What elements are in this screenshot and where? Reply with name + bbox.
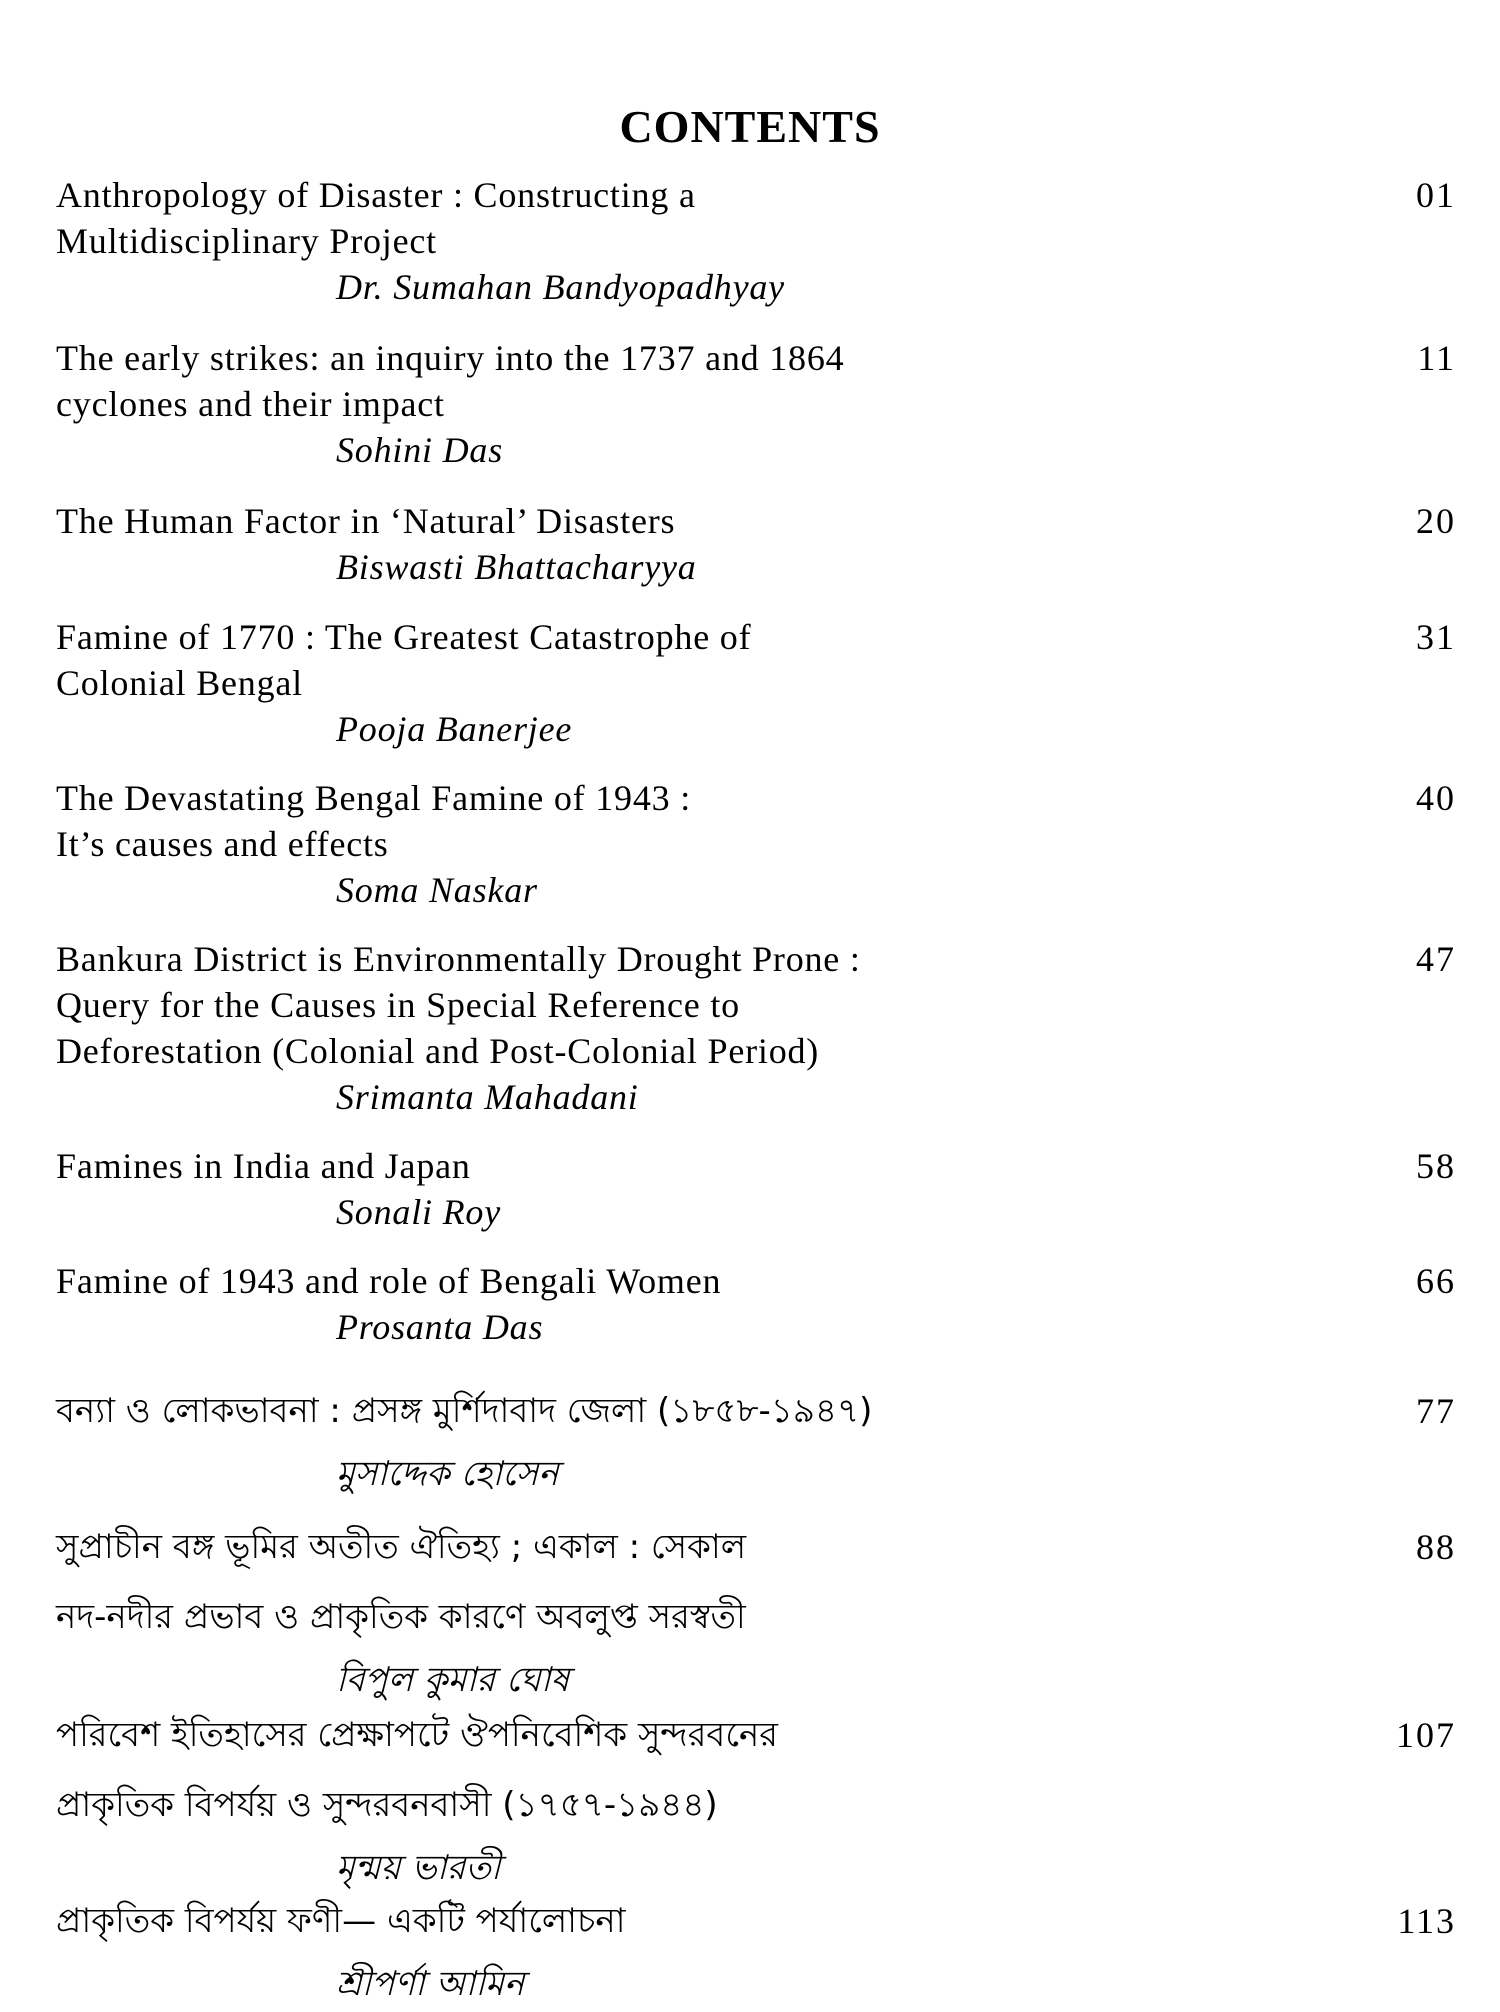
- entry-title-line: সুপ্রাচীন বঙ্গ ভূমির অতীত ঐতিহ্য ; একাল : সেকাল: [56, 1527, 747, 1567]
- toc-entry[interactable]: [56, 335, 1456, 473]
- entry-page-number: 88: [1416, 1527, 1456, 1567]
- entry-title-line: The Human Factor in ‘Natural’ Disasters: [56, 501, 676, 541]
- entry-title-line: Bankura District is Environmentally Drought Prone :: [56, 939, 861, 979]
- entry-author: Srimanta Mahadani: [336, 1077, 639, 1117]
- entry-author: Sonali Roy: [336, 1192, 501, 1232]
- entry-page-number: 11: [1417, 338, 1456, 378]
- entry-page-number: 66: [1416, 1261, 1456, 1301]
- entry-page-number: 31: [1416, 617, 1456, 657]
- entry-title-line: Famine of 1943 and role of Bengali Women: [56, 1261, 722, 1301]
- entry-title-line: Anthropology of Disaster : Constructing a: [56, 175, 696, 215]
- entry-page-number: 40: [1416, 778, 1456, 818]
- entry-author: Biswasti Bhattacharyya: [336, 547, 697, 587]
- entry-author: Prosanta Das: [336, 1307, 544, 1347]
- entry-page-number: 47: [1416, 939, 1456, 979]
- page-title: CONTENTS: [619, 101, 881, 152]
- entry-title-line: The early strikes: an inquiry into the 1737 and 1864: [56, 338, 845, 378]
- toc-entry[interactable]: [56, 614, 1456, 752]
- toc-entry[interactable]: [56, 1376, 1456, 1502]
- entry-page-number: 01: [1416, 175, 1456, 215]
- entry-title-line: নদ-নদীর প্রভাব ও প্রাকৃতিক কারণে অবলুপ্ত সরস্বতী: [56, 1597, 746, 1637]
- entry-title-line: Famine of 1770 : The Greatest Catastrophe of: [56, 617, 752, 657]
- entry-author: শ্রীপর্ণা আমিন: [336, 1964, 525, 2004]
- entry-author: মুসাদ্দেক হোসেন: [336, 1454, 559, 1494]
- entry-title-line: বন্যা ও লোকভাবনা : প্রসঙ্গ মুর্শিদাবাদ জেলা (১৮৫৮-১৯৪৭): [56, 1391, 873, 1431]
- entry-title-line: পরিবেশ ইতিহাসের প্রেক্ষাপটে ঔপনিবেশিক সুন্দরবনের: [56, 1715, 778, 1755]
- entry-author: Pooja Banerjee: [336, 709, 573, 749]
- entry-title-line: Deforestation (Colonial and Post-Colonial Period): [56, 1031, 820, 1071]
- entry-title-line: প্রাকৃতিক বিপর্যয় ফণী— একটি পর্যালোচনা: [56, 1901, 626, 1941]
- entry-page-number: 77: [1416, 1391, 1456, 1431]
- entry-title-line: প্রাকৃতিক বিপর্যয় ও সুন্দরবনবাসী (১৭৫৭-১৯৪৪): [56, 1785, 718, 1825]
- entry-title-line: The Devastating Bengal Famine of 1943 :: [56, 778, 692, 818]
- entry-author: Soma Naskar: [336, 870, 538, 910]
- entry-title-line: Query for the Causes in Special Reference to: [56, 985, 740, 1025]
- entry-page-number: 20: [1416, 501, 1456, 541]
- toc-entry[interactable]: [56, 1143, 1456, 1235]
- toc-entry[interactable]: [56, 936, 1456, 1120]
- entry-author: মৃন্ময় ভারতী: [336, 1848, 501, 1888]
- toc-entry[interactable]: [56, 1886, 1456, 2012]
- toc-entry[interactable]: [56, 172, 1456, 310]
- toc-entry[interactable]: [56, 1512, 1456, 1708]
- entry-title-line: It’s causes and effects: [56, 824, 389, 864]
- toc-entry[interactable]: [56, 775, 1456, 913]
- entry-author: Dr. Sumahan Bandyopadhyay: [336, 267, 785, 307]
- entry-page-number: 58: [1416, 1146, 1456, 1186]
- toc-entry[interactable]: [56, 498, 1456, 590]
- entry-author: বিপুল কুমার ঘোষ: [336, 1660, 570, 1700]
- entry-title-line: cyclones and their impact: [56, 384, 445, 424]
- entry-title-line: Famines in India and Japan: [56, 1146, 471, 1186]
- toc-entry[interactable]: [56, 1258, 1456, 1350]
- toc-entry[interactable]: [56, 1700, 1456, 1896]
- entry-page-number: 107: [1396, 1715, 1456, 1755]
- entry-title-line: Multidisciplinary Project: [56, 221, 437, 261]
- entry-author: Sohini Das: [336, 430, 504, 470]
- entry-title-line: Colonial Bengal: [56, 663, 303, 703]
- entry-page-number: 113: [1397, 1901, 1456, 1941]
